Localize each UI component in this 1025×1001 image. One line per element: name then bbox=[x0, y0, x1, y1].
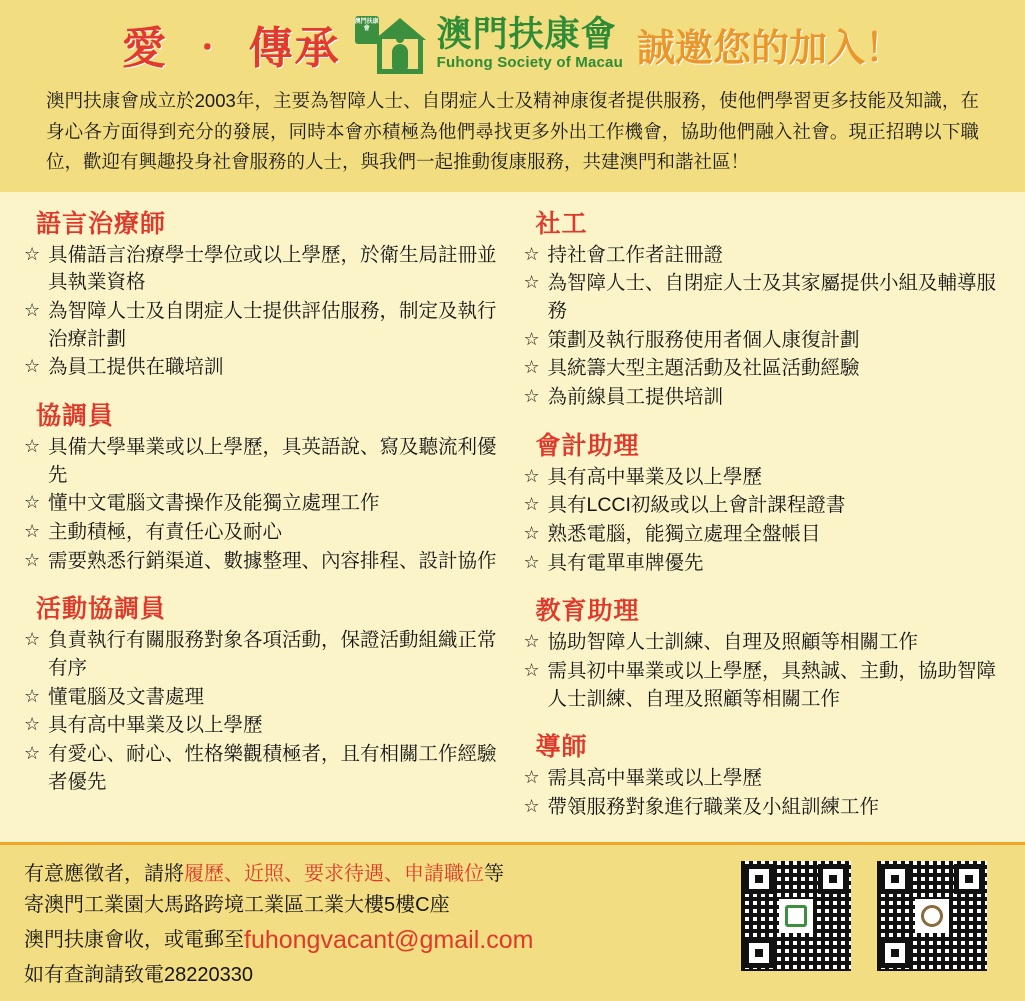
requirement-item: ☆ 具有LCCI初級或以上會計課程證書 bbox=[522, 492, 1004, 520]
requirement-item: ☆ 為智障人士、自閉症人士及其家屬提供小組及輔導服務 bbox=[522, 270, 1004, 325]
requirement-item: ☆ 懂電腦及文書處理 bbox=[22, 684, 504, 712]
contact-email[interactable]: fuhongvacant@gmail.com bbox=[244, 926, 534, 955]
requirement-item: ☆ 懂中文電腦文書操作及能獨立處理工作 bbox=[22, 490, 504, 518]
footer-line-1-suffix: 等 bbox=[484, 863, 504, 886]
job-title: 協調員 bbox=[36, 401, 115, 430]
job-posting bbox=[22, 396, 504, 575]
requirement-item: ☆ 持社會工作者註冊證 bbox=[522, 242, 1004, 270]
job-posting bbox=[522, 204, 1004, 412]
job-requirements bbox=[22, 627, 504, 796]
requirement-item: ☆ 策劃及執行服務使用者個人康復計劃 bbox=[522, 327, 1004, 355]
invite-text: 誠邀您的加入！ bbox=[636, 24, 903, 70]
poster-header bbox=[0, 0, 1025, 192]
requirement-item: ☆ 負責執行有關服務對象各項活動，保證活動組織正常有序 bbox=[22, 627, 504, 682]
job-posting bbox=[22, 589, 504, 796]
requirement-item: ☆ 帶領服務對象進行職業及小組訓練工作 bbox=[522, 794, 1004, 822]
slogan-text: 愛 ‧ 傳承 bbox=[122, 23, 341, 74]
requirement-item: ☆ 具備大學畢業或以上學歷，具英語說、寫及聽流利優先 bbox=[22, 434, 504, 489]
qr-code-wechat-icon[interactable] bbox=[741, 861, 851, 971]
job-requirements bbox=[22, 434, 504, 575]
job-requirements bbox=[522, 629, 1004, 713]
requirement-item: ☆ 為前線員工提供培訓 bbox=[522, 384, 1004, 412]
house-person-logo-icon bbox=[355, 14, 429, 74]
job-title: 教育助理 bbox=[535, 597, 640, 626]
requirement-item: ☆ 為員工提供在職培訓 bbox=[22, 354, 504, 382]
job-title: 會計助理 bbox=[535, 431, 640, 460]
footer-line-1 bbox=[24, 859, 533, 890]
job-title: 語言治療師 bbox=[36, 209, 167, 238]
requirement-item: ☆ 具統籌大型主題活動及社區活動經驗 bbox=[522, 355, 1004, 383]
requirement-item: ☆ 具有電單車牌優先 bbox=[522, 550, 1004, 578]
requirement-item: ☆ 需要熟悉行銷渠道、數據整理、內容排程、設計協作 bbox=[22, 548, 504, 576]
application-instructions bbox=[24, 859, 533, 991]
footer-phone: 如有查詢請致電28220330 bbox=[24, 964, 253, 986]
requirement-item: ☆ 熟悉電腦，能獨立處理全盤帳目 bbox=[522, 521, 1004, 549]
footer-line-3-prefix: 澳門扶康會收，或電郵至 bbox=[24, 929, 244, 952]
requirement-item: ☆ 具有高中畢業及以上學歷 bbox=[22, 712, 504, 740]
footer-line-3 bbox=[24, 921, 533, 960]
job-title: 社工 bbox=[535, 209, 588, 238]
job-title: 導師 bbox=[535, 733, 588, 762]
job-posting bbox=[522, 591, 1004, 713]
job-requirements bbox=[522, 242, 1004, 412]
job-requirements bbox=[522, 464, 1004, 578]
job-posting bbox=[22, 204, 504, 382]
requirement-item: ☆ 需具高中畢業或以上學歷 bbox=[522, 765, 1004, 793]
logo-badge: 澳門扶康會 bbox=[355, 16, 379, 44]
job-column-right bbox=[522, 204, 1004, 837]
requirement-item: ☆ 需具初中畢業或以上學歷，具熱誠、主動，協助智障人士訓練、自理及照顧等相關工作 bbox=[522, 658, 1004, 713]
requirement-item: ☆ 有愛心、耐心、性格樂觀積極者，且有相關工作經驗者優先 bbox=[22, 741, 504, 796]
qr-code-group bbox=[741, 859, 1001, 971]
job-listings bbox=[0, 192, 1025, 843]
introduction-paragraph: 澳門扶康會成立於2003年，主要為智障人士、自閉症人士及精神康復者提供服務，使他們學習更多技能及知識，在身心各方面得到充分的發展，同時本會亦積極為他們尋找更多外出工作機會，協助他們融入社會。現正招聘以下職位，歡迎有興趣投身社會服務的人士，與我們一起推動復康服務，共建澳門和諧社區！ bbox=[46, 90, 979, 173]
job-requirements bbox=[22, 242, 504, 382]
logo-name-en: Fuhong Society of Macau bbox=[436, 53, 623, 71]
requirement-item: ☆ 具有高中畢業及以上學歷 bbox=[522, 464, 1004, 492]
job-posting bbox=[522, 727, 1004, 821]
requirement-item: ☆ 具備語言治療學士學位或以上學歷，於衛生局註冊並具執業資格 bbox=[22, 242, 504, 297]
footer-required-documents: 履歷、近照、要求待遇、申請職位 bbox=[184, 863, 484, 886]
poster-footer bbox=[0, 842, 1025, 1001]
organization-logo bbox=[355, 14, 623, 74]
requirement-item: ☆ 為智障人士及自閉症人士提供評估服務，制定及執行治療計劃 bbox=[22, 298, 504, 353]
requirement-item: ☆ 主動積極，有責任心及耐心 bbox=[22, 519, 504, 547]
job-requirements bbox=[522, 765, 1004, 821]
header-title-row bbox=[20, 8, 1005, 80]
requirement-item: ☆ 協助智障人士訓練、自理及照顧等相關工作 bbox=[522, 629, 1004, 657]
job-posting bbox=[522, 426, 1004, 578]
logo-text-block bbox=[436, 14, 623, 71]
house-icon bbox=[374, 18, 426, 74]
qr-code-website-icon[interactable] bbox=[877, 861, 987, 971]
footer-address: 寄澳門工業園大馬路跨境工業區工業大樓5樓C座 bbox=[24, 894, 450, 917]
footer-line-1-prefix: 有意應徵者，請將 bbox=[24, 863, 184, 886]
job-column-left bbox=[22, 204, 504, 837]
logo-name-cn: 澳門扶康會 bbox=[436, 14, 617, 56]
job-title: 活動協調員 bbox=[36, 595, 167, 624]
